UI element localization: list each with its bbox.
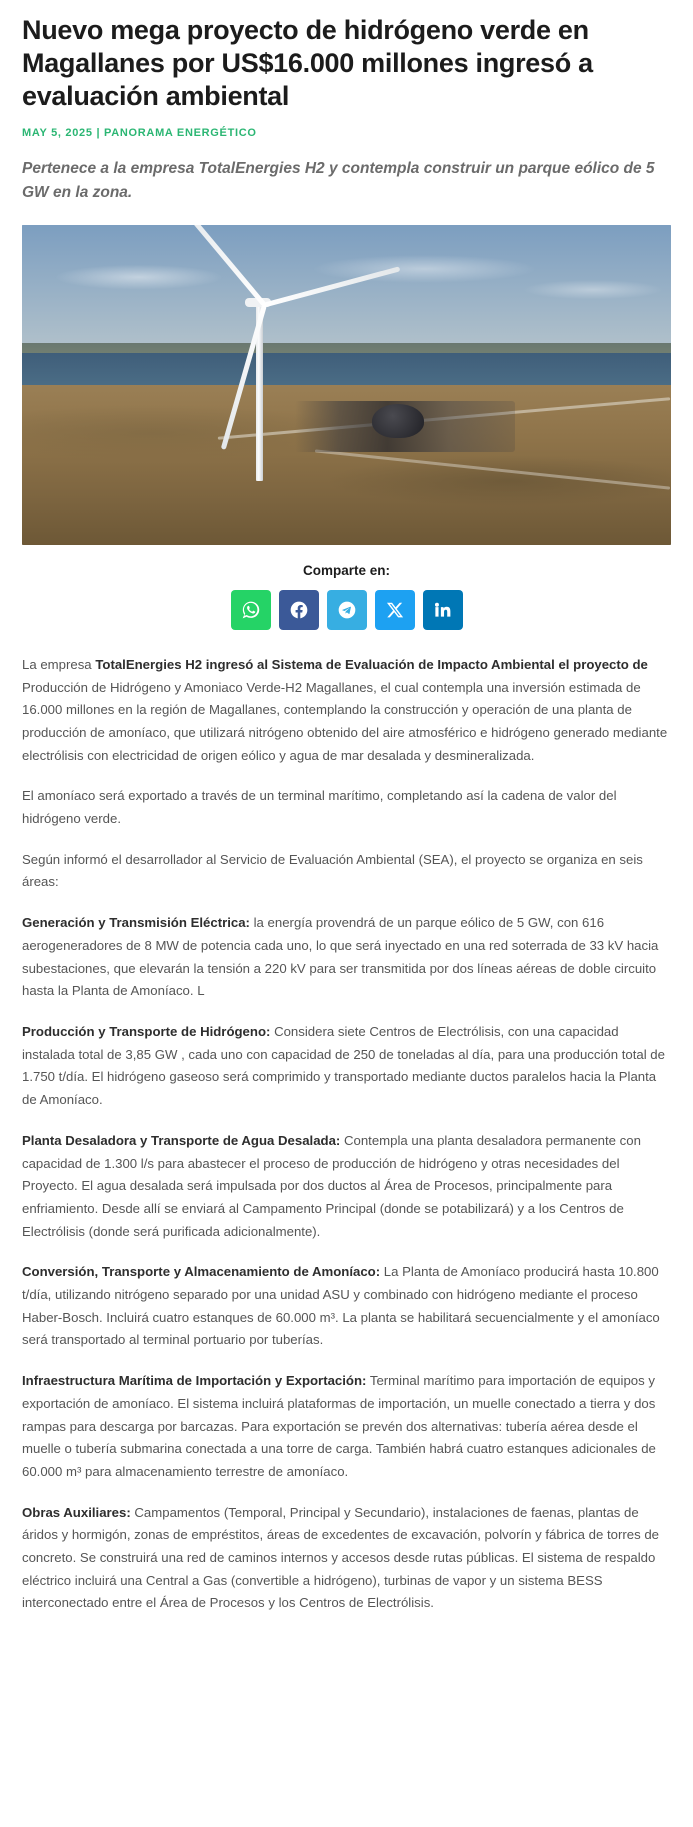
- share-linkedin-button[interactable]: [423, 590, 463, 630]
- article-standfirst: Pertenece a la empresa TotalEnergies H2 y contempla construir un parque eólico de 5 GW en la zona.: [22, 159, 655, 201]
- clouds-layer: [22, 244, 671, 327]
- paragraph-text: Terminal marítimo para importación de equipos y exportación de amoníaco. El sistema incluirá plataformas de importación, un muelle conectado a tierra y dos rampas para descarga por barcazas. Para exportación se prevén dos alternativas: tubería aérea desde el muelle o tubería submarina conectada a una torre de carga. También habrá cuatro estanques adicionales de 60.000 m³ para almacenamiento terrestre de amoníaco.: [22, 1373, 656, 1479]
- paragraph-lead-text: Infraestructura Marítima de Importación y Exportación:: [22, 1373, 367, 1389]
- paragraph-text: Considera siete Centros de Electrólisis, con una capacidad instalada total de 3,85 GW , cada uno con capacidad de 250 de toneladas al día, para una producción total de 1.750 t/día. El hidrógeno gaseoso será comprimido y transportado mediante ductos paralelos hacia la Planta de Amoníaco.: [22, 1023, 665, 1108]
- body-paragraph: [22, 1261, 671, 1352]
- storage-tank: [372, 404, 424, 438]
- paragraph-text: El amoníaco será exportado a través de un terminal marítimo, completando así la cadena de valor del hidrógeno verde.: [22, 788, 617, 827]
- share-x-button[interactable]: [375, 590, 415, 630]
- share-buttons: [22, 590, 671, 630]
- paragraph-text: Campamentos (Temporal, Principal y Secundario), instalaciones de faenas, plantas de áridos y hormigón, zonas de empréstitos, áreas de excedentes de excavación, polvorín y fábrica de torres de concreto. Se construirá una red de caminos internos y accesos desde rutas públicas. El sistema de respaldo eléctrico incluirá una Central a Gas (convertible a hidrógeno), turbinas de vapor y un sistema BESS interconectado entre el Área de Procesos y los Centros de Electrólisis.: [22, 1504, 660, 1611]
- body-paragraph: [22, 654, 671, 768]
- facebook-icon: [289, 600, 309, 620]
- article-body: [22, 654, 671, 1615]
- linkedin-icon: [433, 600, 452, 619]
- share-label: Comparte en:: [302, 562, 390, 578]
- meta-separator: |: [96, 126, 101, 139]
- body-paragraph: [22, 1130, 671, 1244]
- paragraph-text: La empresa: [22, 656, 96, 672]
- paragraph-text: La Planta de Amoníaco producirá hasta 10.800 t/día, utilizando nitrógeno separado por una unidad ASU y combinado con hidrógeno mediante el proceso Haber-Bosch. Incluirá cuatro estanques de 60.000 m³. La planta se habilitará secuencialmente y el amoníaco será transportado al terminal portuario por tuberías.: [22, 1264, 660, 1348]
- article-meta: [22, 127, 671, 139]
- whatsapp-icon: [241, 600, 261, 620]
- x-twitter-icon: [386, 601, 404, 619]
- page-title: Nuevo mega proyecto de hidrógeno verde en Magallanes por US$16.000 millones ingresó a evaluación ambiental: [22, 15, 593, 111]
- paragraph-text: Producción de Hidrógeno y Amoniaco Verde-H2 Magallanes, el cual contempla una inversión estimada de 16.000 millones en la región de Magallanes, contemplando la construcción y operación de una planta de producción de amoníaco, que utilizará nitrógeno obtenido del aire atmosférico e hidrógeno generado mediante electrólisis con electricidad de origen eólico y agua de mar desalada y desmineralizada.: [22, 679, 668, 763]
- share-facebook-button[interactable]: [279, 590, 319, 630]
- telegram-icon: [337, 600, 357, 620]
- publish-date: MAY 5, 2025: [22, 126, 93, 139]
- paragraph-text: Contempla una planta desaladora permanente con capacidad de 1.300 l/s para abastecer el proceso de producción de hidrógeno y otras necesidades del Proyecto. El agua desalada será impulsada por dos ductos al Área de Procesos, principalmente para enfriamiento. Desde allí se enviará al Campamento Principal (donde se potabilizará) y a los Centros de Electrólisis (donde será purificada adicionalmente).: [22, 1132, 641, 1239]
- body-paragraph: [22, 1370, 671, 1484]
- body-paragraph: [22, 1502, 671, 1616]
- body-paragraph: [22, 785, 671, 830]
- share-telegram-button[interactable]: [327, 590, 367, 630]
- paragraph-lead-text: Planta Desaladora y Transporte de Agua Desalada:: [22, 1132, 341, 1148]
- paragraph-text: Según informó el desarrollador al Servicio de Evaluación Ambiental (SEA), el proyecto se organiza en seis áreas:: [22, 851, 643, 890]
- paragraph-lead-text: Conversión, Transporte y Almacenamiento de Amoníaco:: [22, 1264, 381, 1280]
- article-category[interactable]: PANORAMA ENERGÉTICO: [104, 126, 257, 139]
- paragraph-text: la energía provendrá de un parque eólico de 5 GW, con 616 aerogeneradores de 8 MW de potencia cada uno, lo que será inyectado en una red soterrada de 33 kV hacia subestaciones, que elevarán la tensión a 220 kV para ser transmitida por dos líneas aéreas de doble circuito hasta la Planta de Amoníaco. L: [22, 915, 659, 999]
- hero-image: [22, 225, 671, 545]
- body-paragraph: [22, 1021, 671, 1112]
- body-paragraph: [22, 849, 671, 894]
- body-paragraph: [22, 912, 671, 1003]
- share-whatsapp-button[interactable]: [231, 590, 271, 630]
- paragraph-lead-text: Producción y Transporte de Hidrógeno:: [22, 1023, 271, 1039]
- paragraph-lead-text: Generación y Transmisión Eléctrica:: [22, 915, 250, 931]
- paragraph-lead-text: Obras Auxiliares:: [22, 1504, 131, 1520]
- paragraph-lead-text: TotalEnergies H2 ingresó al Sistema de Evaluación de Impacto Ambiental el proyecto de: [95, 656, 648, 672]
